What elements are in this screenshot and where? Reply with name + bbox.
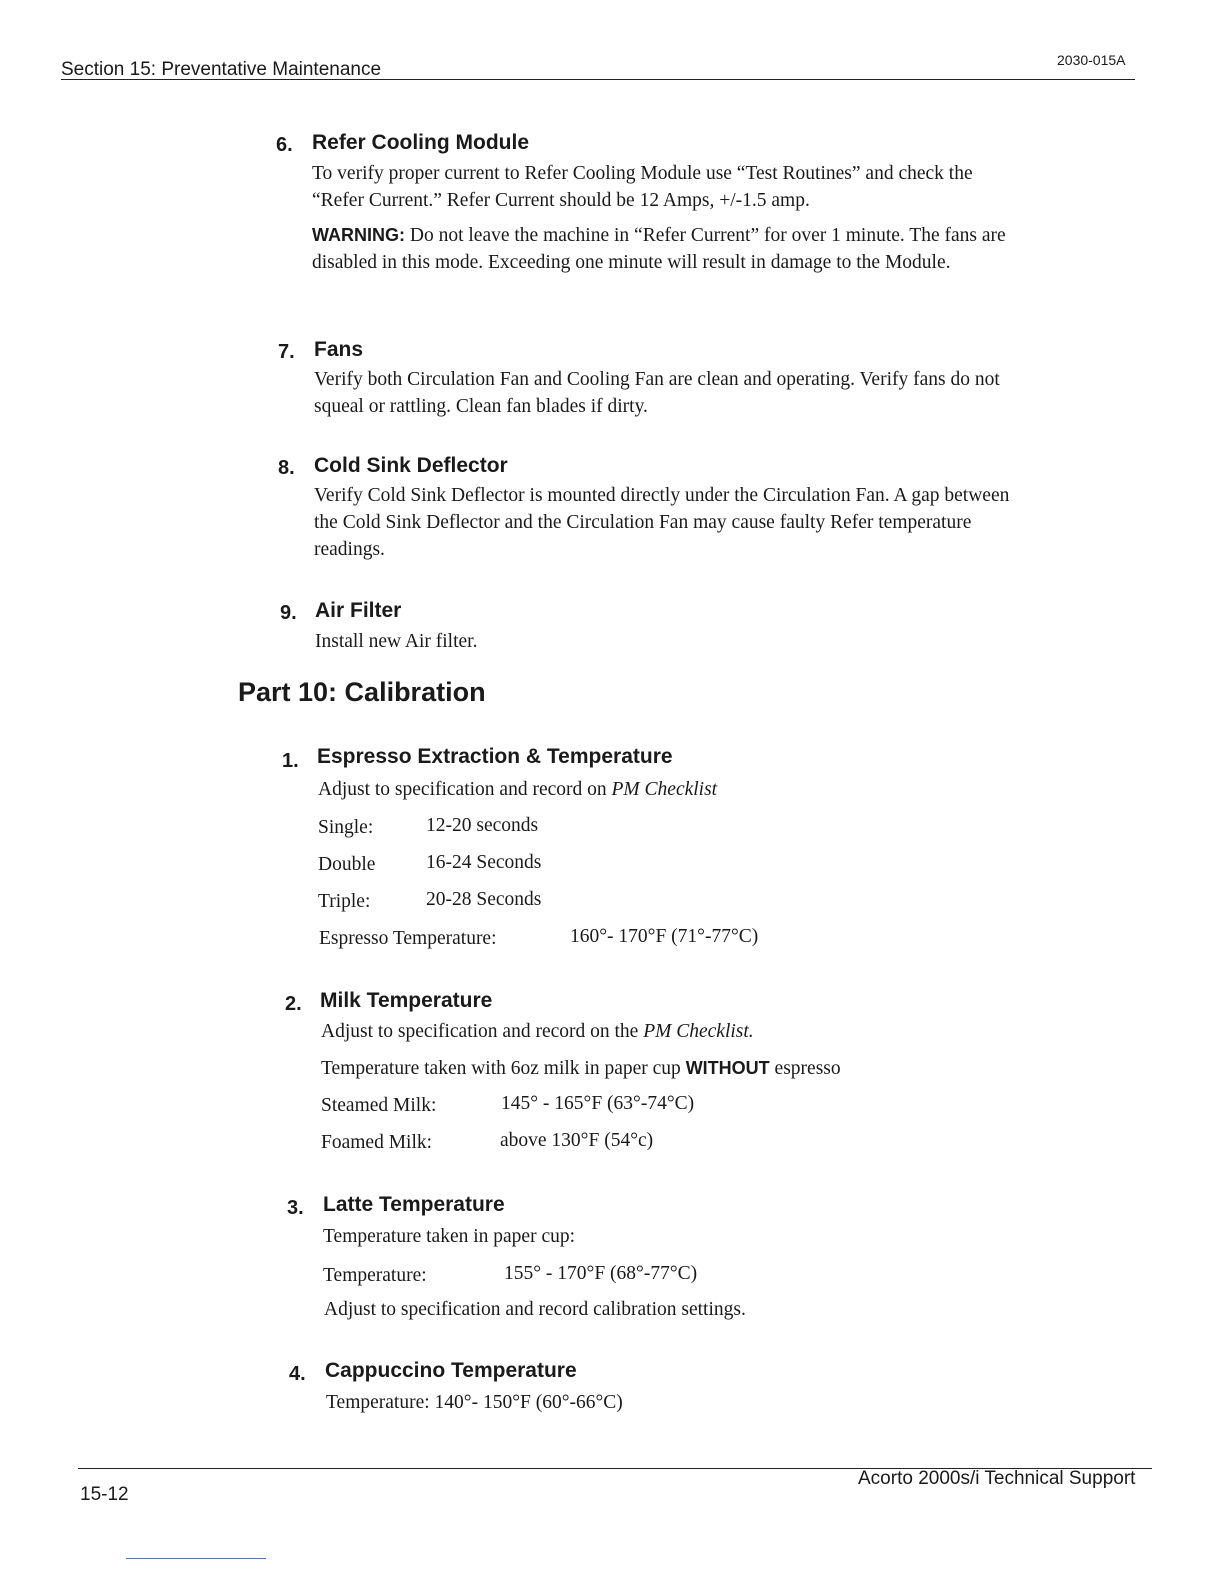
calib-item-4-text: Temperature: 140°- 150°F (60°-66°C) bbox=[326, 1392, 623, 1413]
steamed-milk-value: 145° - 165°F (63°-74°C) bbox=[501, 1093, 695, 1114]
item-8-number: 8. bbox=[278, 457, 295, 479]
calib-item-4-number: 4. bbox=[289, 1363, 306, 1385]
calib-item-1-title: Espresso Extraction & Temperature bbox=[317, 745, 673, 768]
espresso-temp-value: 160°- 170°F (71°-77°C) bbox=[570, 926, 759, 947]
item-7-paragraph: Verify both Circulation Fan and Cooling Fan are clean and operating. Verify fans do not squeal or rattling. Clean fan blades if dirty. bbox=[314, 369, 1000, 417]
item-7-number: 7. bbox=[278, 341, 295, 363]
latte-temp-label: Temperature: bbox=[323, 1265, 427, 1286]
double-label: Double bbox=[318, 854, 376, 875]
calib-item-1-intro bbox=[318, 776, 717, 803]
calib-item-3-outro: Adjust to specification and record calibration settings. bbox=[324, 1299, 746, 1320]
pm-checklist-reference: PM Checklist bbox=[611, 779, 718, 800]
milk-line-pre: Temperature taken with 6oz milk in paper cup bbox=[321, 1058, 686, 1079]
single-value: 12-20 seconds bbox=[426, 815, 539, 836]
item-9-title: Air Filter bbox=[315, 599, 402, 622]
calib-item-3-number: 3. bbox=[287, 1197, 304, 1219]
document-number: 2030-015A bbox=[1057, 52, 1126, 68]
calib-item-4-title: Cappuccino Temperature bbox=[325, 1359, 577, 1382]
item-6-warning bbox=[312, 222, 1028, 276]
double-value: 16-24 Seconds bbox=[426, 852, 542, 873]
item-7-title: Fans bbox=[314, 338, 364, 361]
milk-line-post: espresso bbox=[769, 1058, 841, 1079]
latte-temp-value: 155° - 170°F (68°-77°C) bbox=[504, 1263, 698, 1284]
calib-item-2-number: 2. bbox=[285, 993, 302, 1015]
triple-label: Triple: bbox=[318, 891, 371, 912]
footer-link-line bbox=[126, 1558, 266, 1559]
item-8-paragraph: Verify Cold Sink Deflector is mounted directly under the Circulation Fan. A gap between the Cold Sink Deflector and the Circulation Fan may cause faulty Refer temperature readings. bbox=[314, 485, 1010, 560]
calib-item-3-title: Latte Temperature bbox=[323, 1193, 505, 1216]
header-rule bbox=[61, 79, 1135, 80]
warning-text: Do not leave the machine in “Refer Current” for over 1 minute. The fans are disabled in this mode. Exceeding one minute will result in damage to the Module. bbox=[312, 225, 1006, 273]
calib-item-1-intro-text: Adjust to specification and record on bbox=[318, 779, 612, 800]
calib-item-2-intro bbox=[321, 1018, 754, 1045]
triple-value: 20-28 Seconds bbox=[426, 889, 542, 910]
item-6-title: Refer Cooling Module bbox=[312, 131, 529, 154]
section-header: Section 15: Preventative Maintenance bbox=[61, 59, 382, 80]
calib-item-2-title: Milk Temperature bbox=[320, 989, 493, 1012]
without-emphasis: WITHOUT bbox=[685, 1058, 770, 1078]
warning-label: WARNING: bbox=[312, 225, 405, 245]
foamed-milk-value: above 130°F (54°c) bbox=[500, 1130, 654, 1151]
part-10-title: Part 10: Calibration bbox=[238, 677, 486, 707]
calib-item-2-line2 bbox=[321, 1055, 841, 1082]
item-9-number: 9. bbox=[280, 602, 297, 624]
foamed-milk-label: Foamed Milk: bbox=[321, 1132, 433, 1153]
steamed-milk-label: Steamed Milk: bbox=[321, 1095, 437, 1116]
page-number: 15-12 bbox=[80, 1484, 129, 1505]
pm-checklist-reference-2: PM Checklist. bbox=[643, 1021, 754, 1042]
calib-item-3-intro: Temperature taken in paper cup: bbox=[323, 1226, 576, 1247]
calib-item-2-intro-text: Adjust to specification and record on the bbox=[321, 1021, 644, 1042]
item-6-number: 6. bbox=[276, 134, 293, 156]
calib-item-1-number: 1. bbox=[282, 750, 299, 772]
single-label: Single: bbox=[318, 817, 374, 838]
item-9-paragraph: Install new Air filter. bbox=[315, 631, 478, 652]
item-8-title: Cold Sink Deflector bbox=[314, 454, 508, 477]
item-6-paragraph: To verify proper current to Refer Cooling Module use “Test Routines” and check the “Refer Current.” Refer Current should be 12 Amps, +/-1.5 amp. bbox=[312, 163, 973, 211]
espresso-temp-label: Espresso Temperature: bbox=[319, 928, 497, 949]
footer-title: Acorto 2000s/i Technical Support bbox=[858, 1468, 1136, 1489]
